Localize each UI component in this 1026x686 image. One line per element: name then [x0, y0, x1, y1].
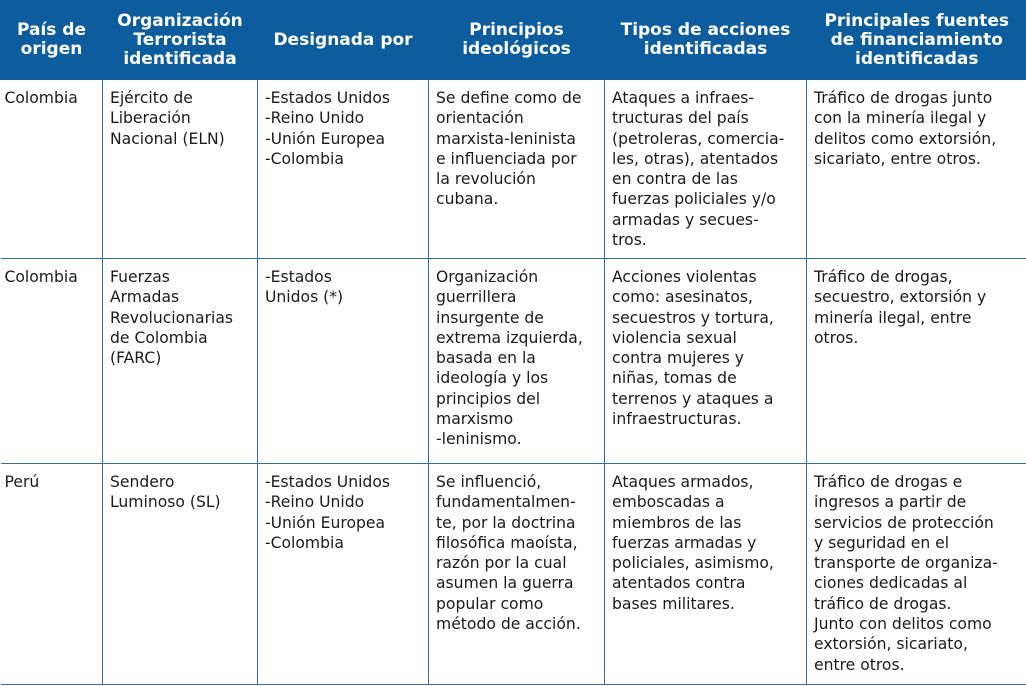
table-row: [1, 259, 1026, 464]
cell-country: Colombia: [1, 259, 103, 464]
cell-funding: Tráfico de drogas e ingresos a partir de servicios de protección y seguridad en el transporte de organiza- ciones dedicadas al tráfico de drogas. Junto con delitos como extorsión, sicariato, entre otros.: [807, 464, 1026, 685]
table-row: [1, 80, 1026, 259]
cell-organization: Sendero Luminoso (SL): [103, 464, 258, 685]
header-organization: Organización Terrorista identificada: [103, 0, 258, 80]
cell-ideology: Organización guerrillera insurgente de extrema izquierda, basada en la ideología y los principios del marxismo -leninismo.: [429, 259, 605, 464]
header-actions: Tipos de acciones identificadas: [605, 0, 807, 80]
header-designated-by: Designada por: [258, 0, 429, 80]
cell-organization: Ejército de Liberación Nacional (ELN): [103, 80, 258, 259]
header-row: [1, 0, 1026, 80]
cell-country: Perú: [1, 464, 103, 685]
table-row: [1, 464, 1026, 685]
cell-actions: Ataques a infraes- tructuras del país (petroleras, comercia- les, otras), atentados en contra de las fuerzas policiales y/o armadas y secues- tros.: [605, 80, 807, 259]
header-country: País de origen: [1, 0, 103, 80]
cell-organization: Fuerzas Armadas Revolucionarias de Colombia (FARC): [103, 259, 258, 464]
header-ideology: Principios ideológicos: [429, 0, 605, 80]
cell-designated-by: -Estados Unidos (*): [258, 259, 429, 464]
cell-ideology: Se define como de orientación marxista-leninista e influenciada por la revolución cubana.: [429, 80, 605, 259]
cell-actions: Ataques armados, emboscadas a miembros de las fuerzas armadas y policiales, asimismo, atentados contra bases militares.: [605, 464, 807, 685]
cell-actions: Acciones violentas como: asesinatos, secuestros y tortura, violencia sexual contra mujeres y niñas, tomas de terrenos y ataques a infraestructuras.: [605, 259, 807, 464]
cell-designated-by: -Estados Unidos -Reino Unido -Unión Europea -Colombia: [258, 464, 429, 685]
cell-ideology: Se influenció, fundamentalmen- te, por la doctrina filosófica maoísta, razón por la cual asumen la guerra popular como método de acción.: [429, 464, 605, 685]
cell-designated-by: -Estados Unidos -Reino Unido -Unión Europea -Colombia: [258, 80, 429, 259]
cell-country: Colombia: [1, 80, 103, 259]
header-funding: Principales fuentes de financiamiento identificadas: [807, 0, 1026, 80]
cell-funding: Tráfico de drogas junto con la minería ilegal y delitos como extorsión, sicariato, entre otros.: [807, 80, 1026, 259]
cell-funding: Tráfico de drogas, secuestro, extorsión y minería ilegal, entre otros.: [807, 259, 1026, 464]
